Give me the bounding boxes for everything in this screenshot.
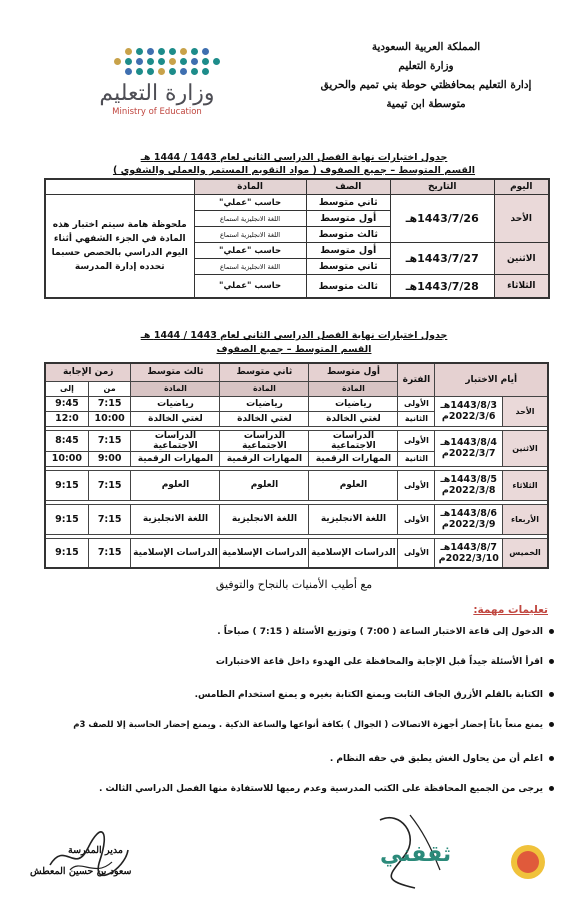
- th-subject: المادة: [131, 381, 220, 396]
- subject-cell: الدراسات الإسلامية: [131, 538, 220, 568]
- table-row: [45, 470, 548, 500]
- instructions-title: تعليمات مهمة:: [473, 604, 548, 616]
- th-to: إلى: [45, 381, 88, 396]
- watermark-text: ثقفني: [380, 842, 452, 867]
- time-from-cell: 9:00: [88, 451, 131, 466]
- grade-cell: ثالث متوسط: [306, 275, 390, 299]
- logo-dot-icon: [180, 68, 187, 75]
- th-grade1: أول متوسط: [309, 363, 398, 381]
- date-cell: 1443/7/28هـ: [390, 275, 494, 299]
- greg-date: 2022/3/8م: [441, 485, 496, 496]
- logo-dot-icon: [180, 58, 187, 65]
- period-cell: الأولى: [398, 538, 435, 568]
- logo-dot-icon: [202, 68, 209, 75]
- day-cell: الأحد: [503, 396, 549, 426]
- hijri-date: 1443/8/6هـ: [440, 508, 497, 519]
- logo-dot-icon: [136, 48, 143, 55]
- period-cell: الأولى: [398, 396, 435, 411]
- instruction-item: اقرأ الأسئلة جيداً قبل الإجابة والمحافظة على الهدوء داخل قاعة الاختبارات: [14, 655, 554, 669]
- th-grade3: ثالث متوسط: [131, 363, 220, 381]
- date-cell: 1443/7/26هـ: [390, 195, 494, 243]
- subject-cell: حاسب "عملي": [194, 243, 306, 259]
- subject-cell: رياضيات: [131, 396, 220, 411]
- time-to-cell: 9:15: [45, 538, 88, 568]
- header-line: المملكة العربية السعودية: [371, 41, 481, 53]
- important-note: ملحوظة هامة سيتم اختبار هذه المادة في الجزء الشفهي أثناء اليوم الدراسي بالحصص حسبما تحدده إدارة المدرسة: [45, 195, 194, 299]
- date-cell: [435, 430, 503, 466]
- time-from-cell: 7:15: [88, 470, 131, 500]
- time-from-cell: 7:15: [88, 504, 131, 534]
- subject-cell: حاسب "عملي": [194, 195, 306, 211]
- subject-cell: اللغة الانجليزية استماع: [194, 211, 306, 227]
- bullet-icon: [549, 756, 554, 761]
- th-grade: الصف: [306, 179, 390, 195]
- time-to-cell: 10:00: [45, 451, 88, 466]
- th-subject: المادة: [309, 381, 398, 396]
- period-cell: الأولى: [398, 504, 435, 534]
- logo-dot-icon: [191, 68, 198, 75]
- logo-dot-icon: [202, 48, 209, 55]
- subject-cell: العلوم: [131, 470, 220, 500]
- logo-dots-icon: [114, 48, 222, 75]
- date-cell: 1443/7/27هـ: [390, 243, 494, 275]
- table-row: [45, 195, 549, 211]
- school-header: [316, 38, 536, 114]
- subject-cell: الدراسات الإسلامية: [220, 538, 309, 568]
- logo-dot-icon: [147, 68, 154, 75]
- subject-cell: العلوم: [309, 470, 398, 500]
- logo-english-text: Ministry of Education: [112, 107, 202, 117]
- wish-text: مع أطيب الأمنيات بالنجاح والتوفيق: [215, 578, 373, 591]
- table2: [44, 362, 549, 569]
- logo-dot-icon: [125, 48, 132, 55]
- logo-dot-icon: [147, 58, 154, 65]
- day-cell: الثلاثاء: [494, 275, 549, 299]
- logo-dot-icon: [213, 58, 220, 65]
- time-from-cell: 10:00: [88, 411, 131, 426]
- grade-cell: ثاني متوسط: [306, 259, 390, 275]
- period-cell: الثانية: [398, 411, 435, 426]
- table1-title: جدول اختبارات نهاية الفصل الدراسي الثاني لعام 1443 / 1444 هـ: [140, 152, 448, 163]
- subject-cell: المهارات الرقمية: [220, 451, 309, 466]
- bullet-icon: [549, 659, 554, 664]
- th-date: التاريخ: [390, 179, 494, 195]
- subject-cell: رياضيات: [309, 396, 398, 411]
- th-from: من: [88, 381, 131, 396]
- logo-dot-icon: [202, 58, 209, 65]
- time-from-cell: 7:15: [88, 538, 131, 568]
- th-time: زمن الإجابة: [45, 363, 131, 381]
- th-period: الفترة: [398, 363, 435, 396]
- table2-subtitle: القسم المتوسط – جميع الصفوف: [216, 344, 372, 355]
- date-cell: [435, 504, 503, 534]
- logo-arabic-text: وزارة التعليم: [99, 81, 215, 106]
- logo-dot-icon: [191, 48, 198, 55]
- day-cell: الاثنين: [494, 243, 549, 275]
- logo-dot-icon: [158, 58, 165, 65]
- table1-subtitle: القسم المتوسط – جميع الصفوف ( مواد التقويم المستمر والعملي والشفوي ): [112, 165, 476, 176]
- logo-dot-icon: [169, 48, 176, 55]
- logo-dot-icon: [158, 68, 165, 75]
- logo-dot-icon: [125, 68, 132, 75]
- table-row: [45, 430, 548, 451]
- table-row: [45, 538, 548, 568]
- subject-cell: المهارات الرقمية: [131, 451, 220, 466]
- logo-dot-icon: [136, 58, 143, 65]
- subject-cell: العلوم: [220, 470, 309, 500]
- day-cell: الثلاثاء: [503, 470, 549, 500]
- header-line: إدارة التعليم بمحافظتي حوطة بني تميم والحريق: [320, 79, 532, 91]
- th-days: أيام الاختبار: [435, 363, 548, 396]
- subject-cell: رياضيات: [220, 396, 309, 411]
- logo-dot-icon: [169, 68, 176, 75]
- greg-date: 2022/3/9م: [441, 519, 496, 530]
- principal-title: مدير المدرسة: [68, 845, 123, 856]
- table1: [44, 178, 550, 299]
- hijri-date: 1443/8/3هـ: [440, 400, 497, 411]
- logo-dot-icon: [125, 58, 132, 65]
- th-subject: المادة: [194, 179, 306, 195]
- instruction-item: الدخول إلى قاعة الاختبار الساعة ( 7:00 ) وتوزيع الأسئلة ( 7:15 ) صباحاً .: [14, 625, 554, 639]
- time-from-cell: 7:15: [88, 396, 131, 411]
- day-cell: الأحد: [494, 195, 549, 243]
- instruction-item: يرجى من الجميع المحافظة على الكتب المدرسية وعدم رميها للاستفادة منها الفصل الدراسي الثالث .: [14, 782, 554, 796]
- table-row: [45, 396, 548, 411]
- time-to-cell: 9:15: [45, 504, 88, 534]
- instruction-item: الكتابة بالقلم الأزرق الجاف الثابت ويمنع الكتابة بغيره و يمنع استخدام الطامس.: [14, 688, 554, 702]
- logo-dot-icon: [158, 48, 165, 55]
- logo-dot-icon: [180, 48, 187, 55]
- subject-cell: لغتي الخالدة: [309, 411, 398, 426]
- logo-dot-icon: [169, 58, 176, 65]
- logo-dot-icon: [136, 68, 143, 75]
- day-cell: الخميس: [503, 538, 549, 568]
- bullet-icon: [549, 722, 554, 727]
- th-grade2: ثاني متوسط: [220, 363, 309, 381]
- date-cell: [435, 396, 503, 426]
- hijri-date: 1443/8/7هـ: [440, 541, 497, 553]
- ministry-logo: [92, 48, 222, 138]
- principal-name: سعود بن حسين المعطش: [30, 866, 132, 877]
- subject-cell: لغتي الخالدة: [220, 411, 309, 426]
- period-cell: الثانية: [398, 451, 435, 466]
- time-to-cell: 9:45: [45, 396, 88, 411]
- logo-dot-icon: [114, 58, 121, 65]
- grade-cell: ثاني متوسط: [306, 195, 390, 211]
- table2-title: جدول اختبارات نهاية الفصل الدراسي الثاني لعام 1443 / 1444 هـ: [140, 330, 448, 341]
- grade-cell: أول متوسط: [306, 211, 390, 227]
- subject-cell: الدراسات الاجتماعية: [309, 430, 398, 451]
- logo-dot-icon: [147, 48, 154, 55]
- period-cell: الأولى: [398, 470, 435, 500]
- period-cell: الأولى: [398, 430, 435, 451]
- bullet-icon: [549, 692, 554, 697]
- subject-cell: اللغة الانجليزية: [131, 504, 220, 534]
- subject-cell: حاسب "عملي": [194, 275, 306, 299]
- subject-cell: الدراسات الاجتماعية: [220, 430, 309, 451]
- bullet-icon: [549, 786, 554, 791]
- th-subject: المادة: [220, 381, 309, 396]
- subject-cell: اللغة الانجليزية استماع: [194, 259, 306, 275]
- day-cell: الاثنين: [503, 430, 549, 466]
- logo-dot-icon: [191, 58, 198, 65]
- table-row: [45, 504, 548, 534]
- header-line: متوسطة ابن تيمية: [386, 98, 466, 110]
- bullet-icon: [549, 629, 554, 634]
- th-note-blank: [45, 179, 194, 195]
- day-cell: الأربعاء: [503, 504, 549, 534]
- grade-cell: ثالث متوسط: [306, 227, 390, 243]
- time-from-cell: 7:15: [88, 430, 131, 451]
- subject-cell: المهارات الرقمية: [309, 451, 398, 466]
- hijri-date: 1443/8/5هـ: [440, 474, 497, 485]
- time-to-cell: 9:15: [45, 470, 88, 500]
- principal-signature-icon: [40, 820, 130, 880]
- greg-date: 2022/3/6م: [441, 411, 496, 422]
- time-to-cell: 12:0: [45, 411, 88, 426]
- instruction-item: اعلم أن من يحاول الغش يطبق في حقه النظام .: [14, 752, 554, 766]
- subject-cell: الدراسات الاجتماعية: [131, 430, 220, 451]
- subject-cell: اللغة الانجليزية استماع: [194, 227, 306, 243]
- instruction-item: يمنع منعاً باتاً إحضار أجهزة الاتصالات ( الجوال ) بكافة أنواعها والساعة الذكية . ويمنع إحضار الحاسبة إلا للصف 3م: [14, 718, 554, 732]
- greg-date: 2022/3/10م: [438, 552, 499, 564]
- header-line: وزارة التعليم: [398, 60, 454, 72]
- hijri-date: 1443/8/4هـ: [440, 437, 497, 448]
- date-cell: [435, 470, 503, 500]
- time-to-cell: 8:45: [45, 430, 88, 451]
- th-day: اليوم: [494, 179, 549, 195]
- greg-date: 2022/3/7م: [441, 448, 496, 459]
- subject-cell: اللغة الانجليزية: [220, 504, 309, 534]
- watermark-logo-icon: [508, 842, 548, 882]
- date-cell: [435, 538, 503, 568]
- subject-cell: الدراسات الإسلامية: [309, 538, 398, 568]
- subject-cell: لغتي الخالدة: [131, 411, 220, 426]
- subject-cell: اللغة الانجليزية: [309, 504, 398, 534]
- grade-cell: أول متوسط: [306, 243, 390, 259]
